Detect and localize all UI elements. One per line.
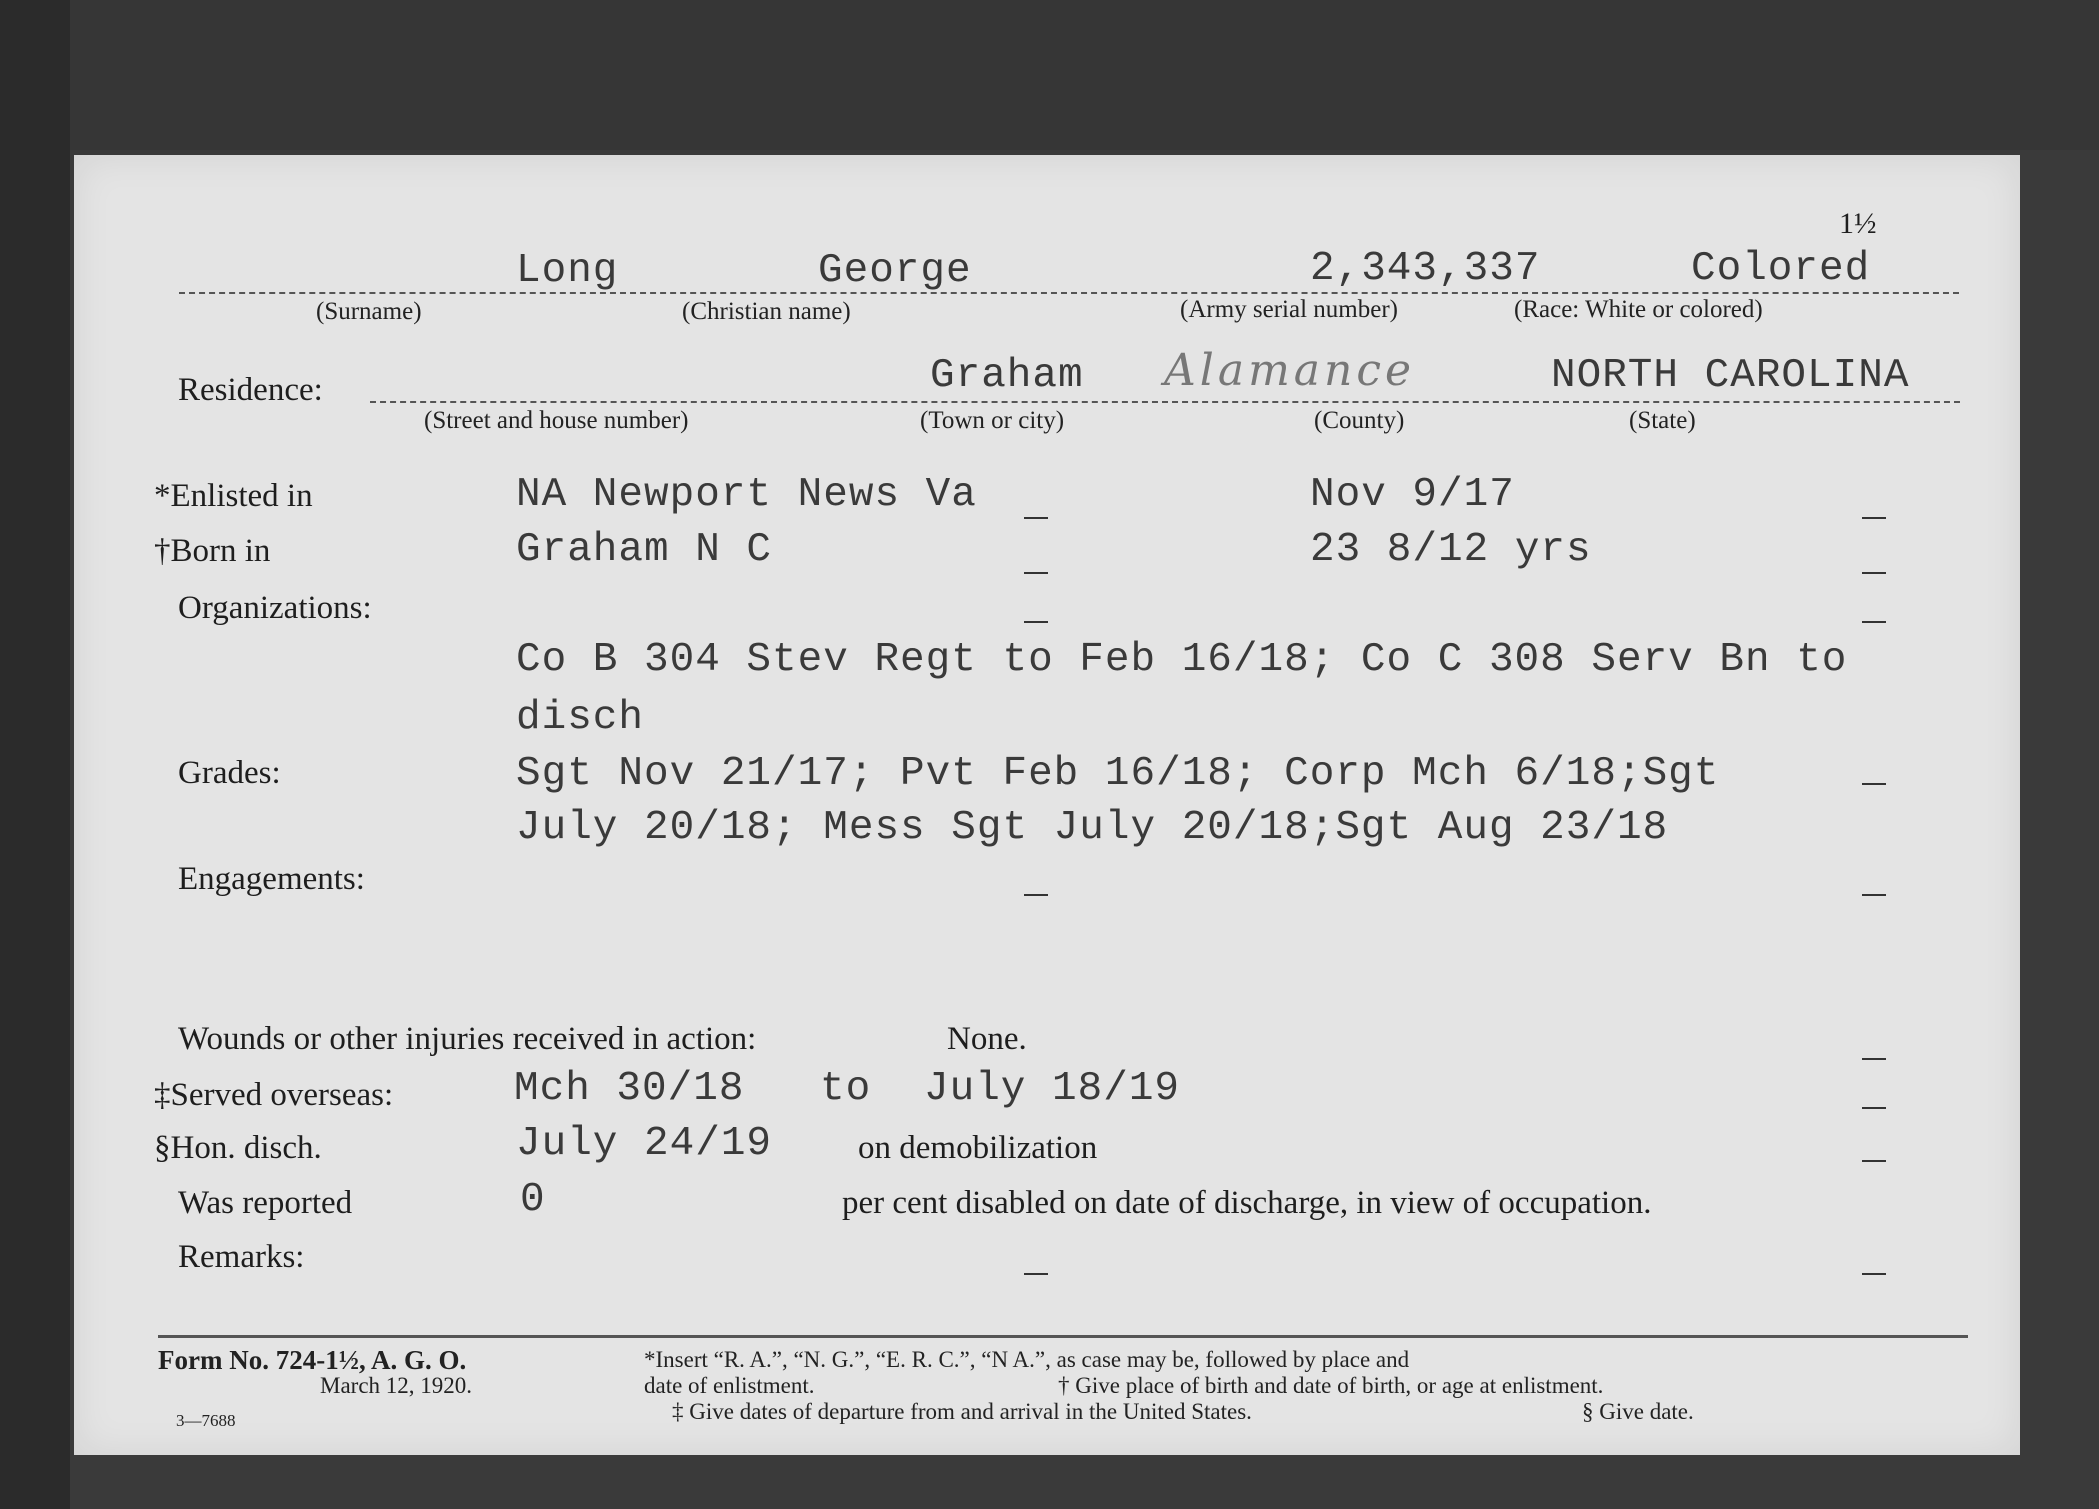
reported-text: per cent disabled on date of discharge, in view of occupation.: [842, 1185, 1652, 1221]
footnote-overseas: ‡ Give dates of departure from and arrival in the United States.: [672, 1399, 1252, 1424]
serial-number-caption: (Army serial number): [1180, 296, 1398, 323]
county-caption: (County): [1314, 407, 1405, 434]
street-caption: (Street and house number): [424, 407, 689, 434]
residence-line: [370, 401, 1960, 403]
organizations-line-1: Co B 304 Stev Regt to Feb 16/18; Co C 308 Serv Bn to: [516, 637, 1848, 683]
corner-mark: 1½: [1839, 207, 1877, 240]
overseas-to-word: to: [820, 1066, 872, 1112]
record-card: [74, 155, 2020, 1455]
overseas-to: July 18/19: [924, 1066, 1181, 1112]
born-label: †Born in: [154, 533, 271, 569]
organizations-tick-right: [1862, 621, 1886, 623]
discharge-tick-right: [1862, 1160, 1886, 1162]
form-number: Form No. 724-1½, A. G. O.: [158, 1345, 467, 1375]
race-value: Colored: [1691, 246, 1871, 292]
discharge-reason: on demobilization: [858, 1130, 1098, 1166]
christian-name-value: George: [818, 248, 972, 294]
christian-name-caption: (Christian name): [682, 298, 851, 325]
form-code: 3—7688: [176, 1411, 236, 1430]
wounds-label: Wounds or other injuries received in action:: [178, 1021, 757, 1057]
grades-line-2: July 20/18; Mess Sgt July 20/18;Sgt Aug 23/18: [516, 805, 1669, 851]
engagements-tick-right: [1862, 894, 1886, 896]
organizations-line-2: disch: [516, 695, 645, 741]
enlisted-date: Nov 9/17: [1310, 472, 1515, 518]
reported-value: 0: [520, 1177, 546, 1223]
engagements-label: Engagements:: [178, 861, 365, 897]
footnote-discharge: § Give date.: [1582, 1399, 1694, 1424]
enlisted-place: NA Newport News Va: [516, 472, 977, 518]
born-place: Graham N C: [516, 527, 773, 573]
name-line: [179, 292, 1959, 294]
background-top: [0, 0, 2099, 150]
footnote-enlisted-cont: date of enlistment.: [644, 1373, 815, 1398]
remarks-label: Remarks:: [178, 1239, 305, 1275]
organizations-label: Organizations:: [178, 590, 372, 626]
overseas-tick-right: [1862, 1107, 1886, 1109]
grades-label: Grades:: [178, 755, 281, 791]
remarks-tick-mid: [1024, 1273, 1048, 1275]
organizations-tick-mid: [1024, 621, 1048, 623]
serial-number-value: 2,343,337: [1310, 246, 1541, 292]
background-left: [0, 0, 70, 1509]
footnote-enlisted: *Insert “R. A.”, “N. G.”, “E. R. C.”, “N A.”, as case may be, followed by place and: [644, 1347, 1410, 1372]
reported-label: Was reported: [178, 1185, 353, 1221]
town-caption: (Town or city): [920, 407, 1065, 434]
overseas-from: Mch 30/18: [514, 1066, 745, 1112]
residence-label: Residence:: [178, 372, 323, 408]
state-caption: (State): [1629, 407, 1696, 434]
enlisted-label: *Enlisted in: [154, 478, 313, 514]
grades-line-1: Sgt Nov 21/17; Pvt Feb 16/18; Corp Mch 6/18;Sgt: [516, 751, 1720, 797]
residence-county-handwritten: Alamance: [1164, 345, 1416, 396]
footnote-born: † Give place of birth and date of birth, or age at enlistment.: [1058, 1373, 1604, 1398]
enlisted-tick-mid: [1024, 517, 1048, 519]
engagements-tick-mid: [1024, 894, 1048, 896]
born-age: 23 8/12 yrs: [1310, 527, 1592, 573]
grades-tick-right: [1862, 783, 1886, 785]
form-date: March 12, 1920.: [320, 1373, 473, 1398]
born-tick-mid: [1024, 572, 1048, 574]
surname-value: Long: [516, 248, 619, 294]
residence-town: Graham: [930, 353, 1084, 399]
footer-rule: [158, 1335, 1968, 1338]
discharge-label: §Hon. disch.: [154, 1130, 322, 1166]
race-caption: (Race: White or colored): [1514, 296, 1763, 323]
residence-state: NORTH CAROLINA: [1551, 353, 1910, 399]
overseas-tick-upper: [1862, 1058, 1886, 1060]
discharge-date: July 24/19: [516, 1121, 773, 1167]
overseas-label: ‡Served overseas:: [154, 1077, 394, 1113]
surname-caption: (Surname): [316, 298, 422, 325]
enlisted-tick-right: [1862, 517, 1886, 519]
born-tick-right: [1862, 572, 1886, 574]
wounds-value: None.: [947, 1021, 1027, 1057]
remarks-tick-right: [1862, 1273, 1886, 1275]
